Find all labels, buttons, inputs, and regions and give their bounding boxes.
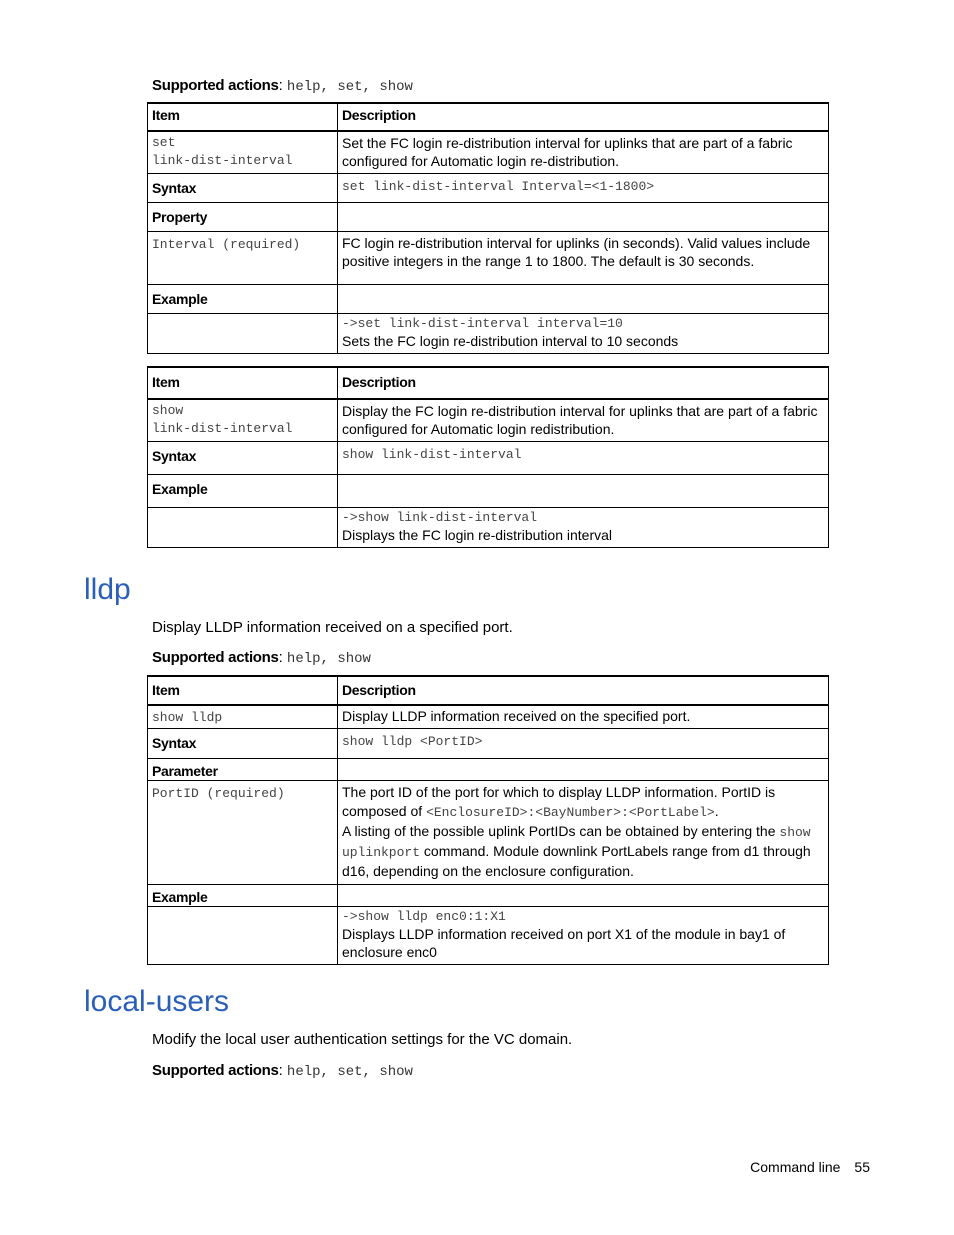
table-row xyxy=(148,508,829,548)
property-description: FC login re-distribution interval for uplinks (in seconds). Valid values include positive integers in the range 1 to 1800. The default is 30 seconds. xyxy=(338,232,829,285)
parameter-label: Parameter xyxy=(152,763,218,779)
header-description: Description xyxy=(342,374,416,390)
supported-actions-lldp: Supported actions: help, show xyxy=(152,649,371,667)
example-description: Displays the FC login re-distribution interval xyxy=(342,527,612,543)
syntax-value: show lldp <PortID> xyxy=(342,734,483,749)
supported-actions-list: help, set, show xyxy=(286,79,413,95)
example-label: Example xyxy=(152,291,208,307)
table-row xyxy=(148,399,829,442)
table-row xyxy=(148,285,829,314)
command-name: set xyxy=(152,135,176,150)
header-item: Item xyxy=(152,374,180,390)
table-row xyxy=(148,232,829,285)
table-row xyxy=(148,729,829,759)
syntax-label: Syntax xyxy=(152,180,197,196)
lldp-table xyxy=(147,675,829,965)
section-title-lldp: lldp xyxy=(84,573,131,606)
supported-actions-1: Supported actions: help, set, show xyxy=(152,77,413,95)
property-name: Interval (required) xyxy=(152,237,301,252)
table-row xyxy=(148,174,829,203)
set-link-dist-interval-table xyxy=(147,102,829,354)
example-command: ->show lldp enc0:1:X1 xyxy=(342,909,506,924)
syntax-label: Syntax xyxy=(152,448,197,464)
page-number: 55 xyxy=(854,1159,870,1175)
show-uplinkport-code: show uplinkport xyxy=(342,825,811,860)
example-label: Example xyxy=(152,481,208,497)
table-row xyxy=(148,475,829,508)
example-label: Example xyxy=(152,889,208,905)
header-description: Description xyxy=(342,107,416,123)
supported-actions-label: Supported actions xyxy=(152,649,279,666)
supported-actions-local-users: Supported actions: help, set, show xyxy=(152,1062,413,1080)
example-command: ->show link-dist-interval xyxy=(342,510,538,525)
table-row xyxy=(148,907,829,965)
example-description: Displays LLDP information received on port X1 of the module in bay1 of enclosure enc0 xyxy=(342,926,786,960)
table-header-row xyxy=(148,103,829,131)
section-title-local-users: local-users xyxy=(84,985,230,1018)
local-users-description: Modify the local user authentication settings for the VC domain. xyxy=(152,1031,573,1048)
supported-actions-label: Supported actions xyxy=(152,77,279,94)
table-header-row xyxy=(148,367,829,399)
table-row xyxy=(148,442,829,475)
command-name: show xyxy=(152,403,184,418)
command-name-2: link-dist-interval xyxy=(152,421,293,436)
table-header-row xyxy=(148,676,829,705)
footer-section: Command line xyxy=(750,1159,841,1175)
example-command: ->set link-dist-interval interval=10 xyxy=(342,316,623,331)
page-footer xyxy=(750,1159,870,1175)
lldp-description: Display LLDP information received on a specified port. xyxy=(152,619,513,636)
command-description: Display the FC login re-distribution interval for uplinks that are part of a fabric configured for Automatic login redistribution. xyxy=(338,399,829,442)
command-description: Set the FC login re-distribution interval for uplinks that are part of a fabric configured for Automatic login re-distribution. xyxy=(338,131,829,174)
supported-actions-label: Supported actions xyxy=(152,1062,279,1079)
header-description: Description xyxy=(342,682,416,698)
table-row xyxy=(148,759,829,781)
show-link-dist-interval-table xyxy=(147,366,829,548)
command-description: Display LLDP information received on the specified port. xyxy=(338,705,829,729)
property-label: Property xyxy=(152,209,208,225)
syntax-label: Syntax xyxy=(152,735,197,751)
command-name-2: link-dist-interval xyxy=(152,153,293,168)
supported-actions-list: help, set, show xyxy=(286,1064,413,1080)
parameter-description: The port ID of the port for which to display LLDP information. PortID is composed of <EnclosureID>:<BayNumber>:<PortLabel>. A listing of the possible uplink PortIDs can be obtained by entering the show uplinkport command. Module downlink PortLabels range from d1 through d16, depending on the enclosure configuration. xyxy=(338,781,829,885)
table-row xyxy=(148,705,829,729)
table-row xyxy=(148,781,829,885)
table-row xyxy=(148,885,829,907)
syntax-value: set link-dist-interval Interval=<1-1800> xyxy=(342,179,655,194)
portid-format-code: <EnclosureID>:<BayNumber>:<PortLabel> xyxy=(426,805,715,820)
command-name: show lldp xyxy=(152,710,223,725)
parameter-name: PortID (required) xyxy=(152,786,285,801)
table-row xyxy=(148,203,829,232)
header-item: Item xyxy=(152,682,180,698)
table-row xyxy=(148,314,829,354)
syntax-value: show link-dist-interval xyxy=(342,447,522,462)
header-item: Item xyxy=(152,107,180,123)
example-description: Sets the FC login re-distribution interval to 10 seconds xyxy=(342,333,679,349)
supported-actions-list: help, show xyxy=(286,651,371,667)
table-row xyxy=(148,131,829,174)
